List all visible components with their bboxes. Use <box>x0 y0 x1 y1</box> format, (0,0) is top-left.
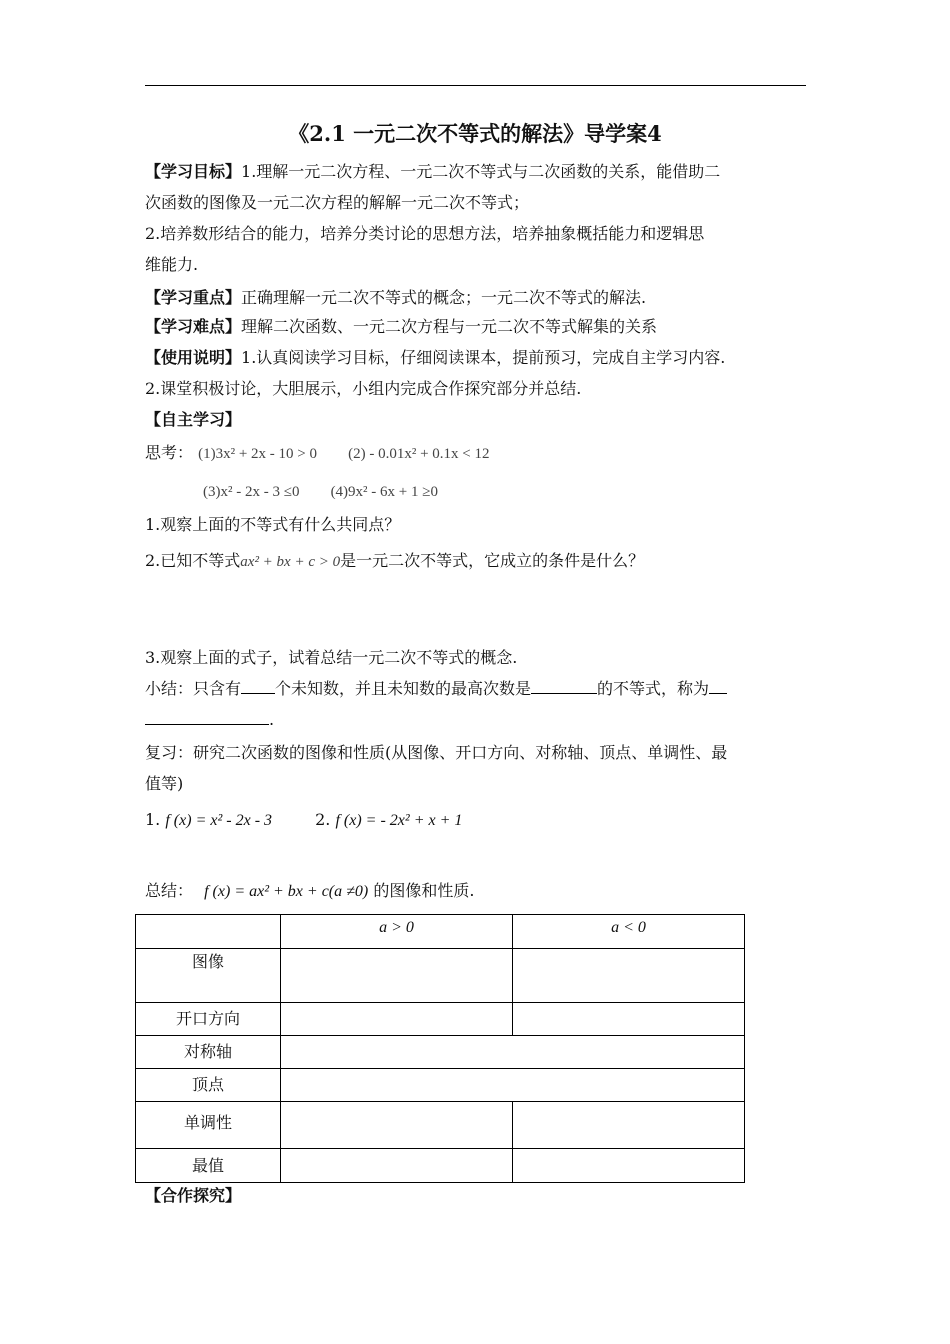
self-study-label: 【自主学习】 <box>145 410 242 429</box>
difficulties <box>145 315 657 339</box>
summary-end: . <box>269 710 275 729</box>
table-cell-axis[interactable] <box>281 1036 745 1069</box>
usage-line-2: 2.课堂积极讨论，大胆展示，小组内完成合作探究部分并总结. <box>145 379 582 398</box>
summary-blank-3-cont[interactable] <box>145 708 269 725</box>
table-cell-monotonicity-neg[interactable] <box>513 1102 745 1149</box>
table-row-label-axis: 对称轴 <box>136 1036 281 1069</box>
summary-line <box>145 677 727 701</box>
inequality-1: (1)3x² + 2x - 10 > 0 <box>198 446 318 462</box>
conclusion-suffix: 的图像和性质. <box>373 881 475 900</box>
table-cell-extremum-pos[interactable] <box>281 1149 513 1183</box>
review-line-1: 复习：研究二次函数的图像和性质(从图像、开口方向、对称轴、顶点、单调性、最 <box>145 743 728 762</box>
summary-line-2 <box>145 708 274 732</box>
table-row <box>136 1069 745 1102</box>
inequality-2: (2) - 0.01x² + 0.1x < 12 <box>348 446 490 462</box>
question-1: 1.观察上面的不等式有什么共同点？ <box>145 515 401 534</box>
table-row-label-opening: 开口方向 <box>136 1003 281 1036</box>
table-cell-graph-pos[interactable] <box>281 949 513 1003</box>
question-2-prefix: 2.已知不等式 <box>145 551 241 570</box>
think-row-1 <box>145 441 490 466</box>
question-3: 3.观察上面的式子，试着总结一元二次不等式的概念. <box>145 648 518 667</box>
table-row <box>136 949 745 1003</box>
cooperation-label: 【合作探究】 <box>145 1186 242 1205</box>
question-2-math: ax² + bx + c > 0 <box>240 554 341 570</box>
function-2: f (x) = - 2x² + x + 1 <box>335 812 463 829</box>
review-functions <box>145 808 462 833</box>
summary-blank-3[interactable] <box>709 677 727 694</box>
usage-text-1: 1.认真阅读学习目标，仔细阅读课本，提前预习，完成自主学习内容. <box>241 348 726 367</box>
table-row-label-graph: 图像 <box>136 949 281 1003</box>
header-rule <box>145 85 806 86</box>
key-points <box>145 286 646 310</box>
table-row-label-vertex: 顶点 <box>136 1069 281 1102</box>
table-row <box>136 1003 745 1036</box>
inequality-3: (3)x² - 2x - 3 ≤0 <box>203 484 300 500</box>
objectives-line-1 <box>145 160 720 184</box>
function-2-label: 2. <box>315 810 331 829</box>
table-row-label-monotonicity: 单调性 <box>136 1102 281 1149</box>
difficulties-text: 理解二次函数、一元二次方程与一元二次不等式解集的关系 <box>241 317 658 336</box>
properties-table <box>135 914 745 1183</box>
table-row <box>136 1149 745 1183</box>
conclusion-line <box>145 879 474 904</box>
table-header-empty <box>136 915 281 949</box>
review-line-2: 值等) <box>145 774 184 793</box>
summary-text-c: 的不等式，称为 <box>597 679 710 698</box>
question-2 <box>145 549 644 574</box>
table-cell-monotonicity-pos[interactable] <box>281 1102 513 1149</box>
objectives-line-4: 维能力. <box>145 255 199 274</box>
page-title: 《2.1 一元二次不等式的解法》导学案4 <box>288 121 662 146</box>
objectives-line-3: 2.培养数形结合的能力，培养分类讨论的思想方法，培养抽象概括能力和逻辑思 <box>145 224 705 243</box>
table-cell-opening-pos[interactable] <box>281 1003 513 1036</box>
objectives-label: 【学习目标】 <box>145 162 242 181</box>
inequality-4: (4)9x² - 6x + 1 ≥0 <box>330 484 438 500</box>
think-label: 思考： <box>145 443 194 462</box>
conclusion-math: f (x) = ax² + bx + c(a ≠0) <box>204 883 369 900</box>
table-header-a-negative: a < 0 <box>513 915 745 949</box>
summary-text-b: 个未知数，并且未知数的最高次数是 <box>275 679 532 698</box>
summary-text-a: 小结：只含有 <box>145 679 242 698</box>
usage-label: 【使用说明】 <box>145 348 242 367</box>
table-cell-graph-neg[interactable] <box>513 949 745 1003</box>
usage-line-1 <box>145 346 725 370</box>
table-header-row <box>136 915 745 949</box>
difficulties-label: 【学习难点】 <box>145 317 242 336</box>
summary-blank-1[interactable] <box>241 677 275 694</box>
table-header-a-positive: a > 0 <box>281 915 513 949</box>
key-points-text: 正确理解一元二次不等式的概念；一元二次不等式的解法. <box>241 288 647 307</box>
summary-blank-2[interactable] <box>531 677 597 694</box>
objectives-line-2: 次函数的图像及一元二次方程的解解一元二次不等式； <box>145 193 530 212</box>
table-cell-opening-neg[interactable] <box>513 1003 745 1036</box>
objectives-text-1: 1.理解一元二次方程、一元二次不等式与二次函数的关系，能借助二 <box>241 162 721 181</box>
question-2-suffix: 是一元二次不等式，它成立的条件是什么？ <box>340 551 645 570</box>
conclusion-label: 总结： <box>145 881 194 900</box>
table-row <box>136 1036 745 1069</box>
function-1: f (x) = x² - 2x - 3 <box>165 812 273 829</box>
table-cell-extremum-neg[interactable] <box>513 1149 745 1183</box>
table-cell-vertex[interactable] <box>281 1069 745 1102</box>
key-points-label: 【学习重点】 <box>145 288 242 307</box>
table-row <box>136 1102 745 1149</box>
table-row-label-extremum: 最值 <box>136 1149 281 1183</box>
think-row-2 <box>203 479 438 504</box>
function-1-label: 1. <box>145 810 161 829</box>
